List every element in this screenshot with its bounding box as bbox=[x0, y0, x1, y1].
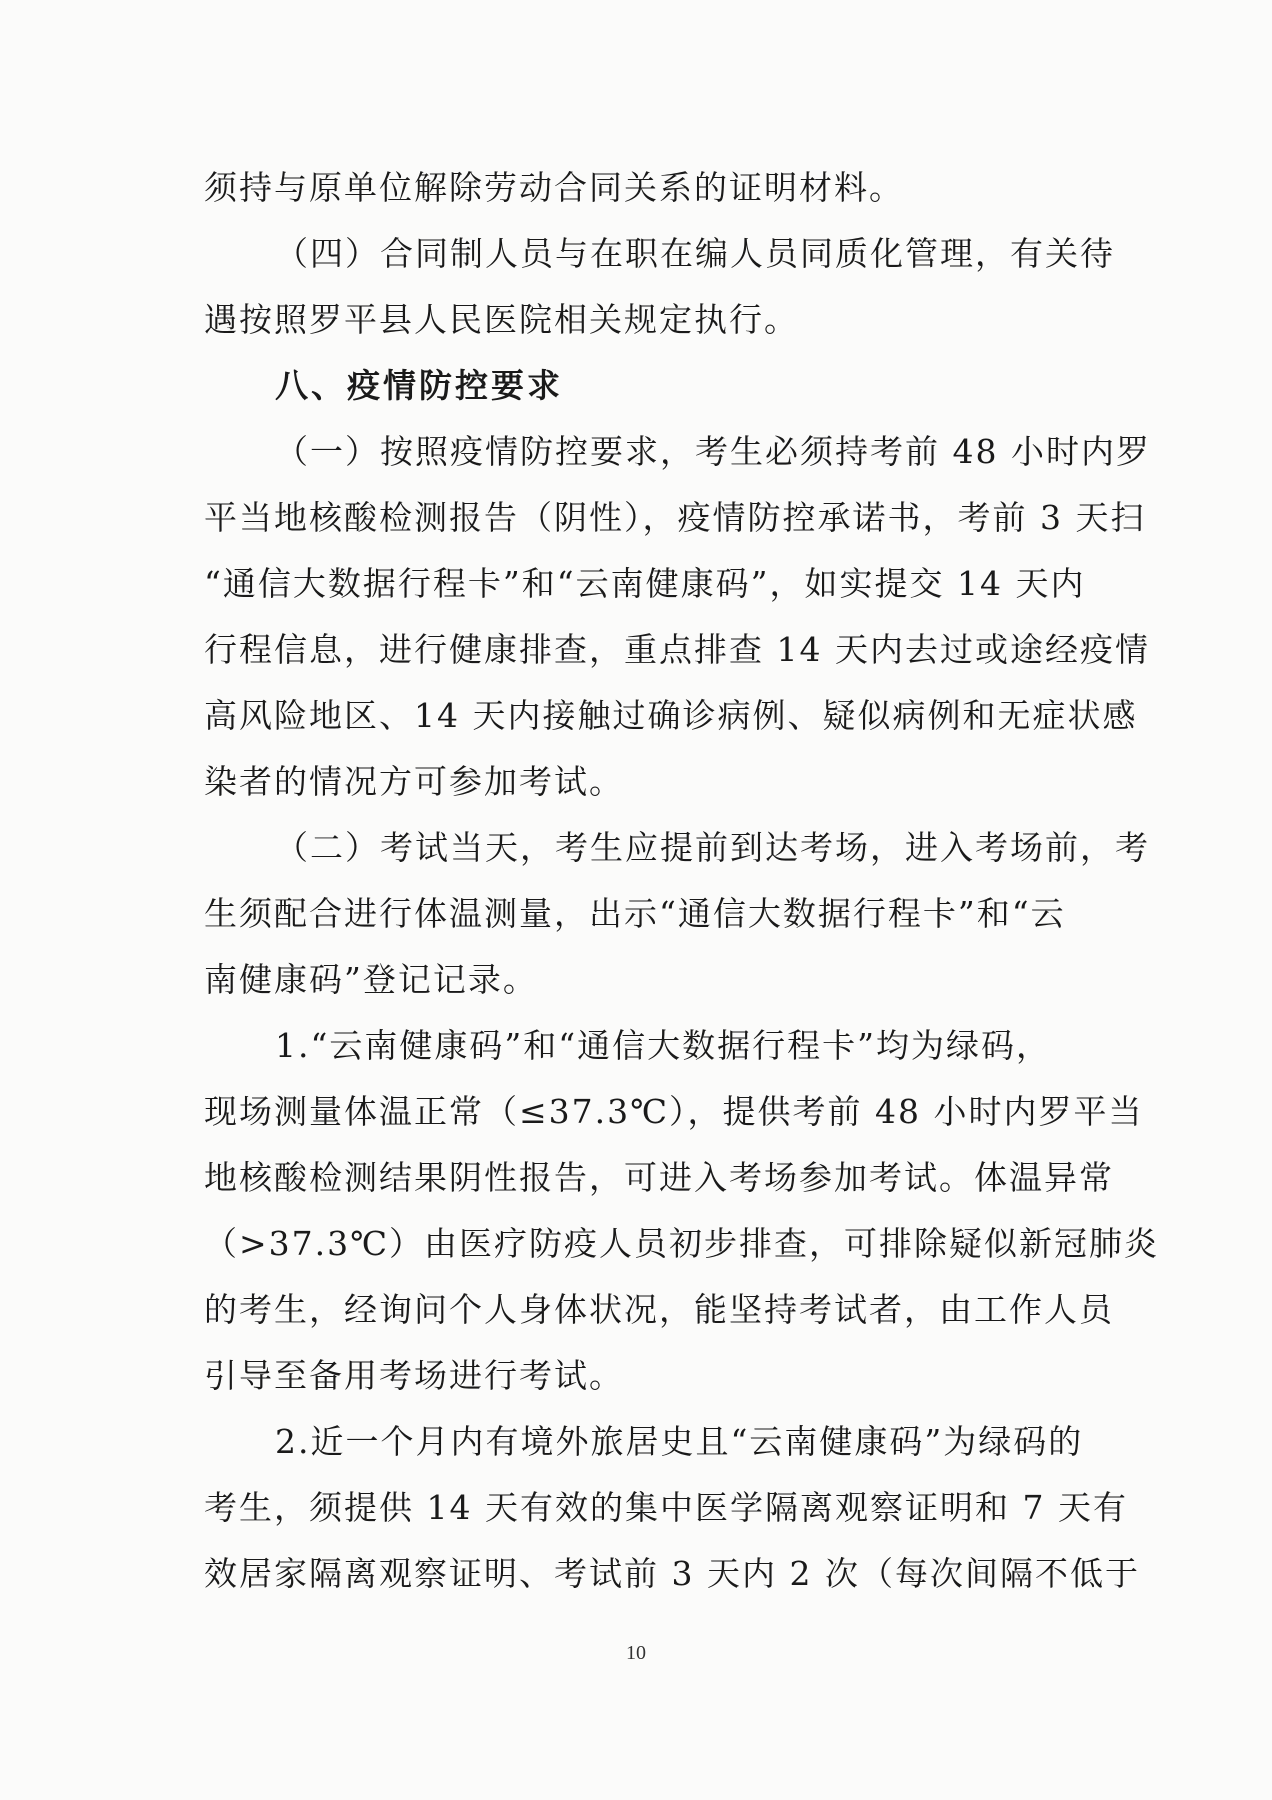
paragraph-line: “通信大数据行程卡”和“云南健康码”，如实提交 14 天内 bbox=[204, 564, 1086, 603]
paragraph-line: 平当地核酸检测报告（阴性），疫情防控承诺书，考前 3 天扫 bbox=[204, 498, 1146, 537]
paragraph-line: 2.近一个月内有境外旅居史且“云南健康码”为绿码的 bbox=[275, 1422, 1084, 1461]
paragraph-line: 须持与原单位解除劳动合同关系的证明材料。 bbox=[204, 168, 904, 207]
paragraph-line: （四）合同制人员与在职在编人员同质化管理，有关待 bbox=[275, 234, 1115, 273]
paragraph-line: 现场测量体温正常（≤37.3℃），提供考前 48 小时内罗平当 bbox=[204, 1092, 1144, 1131]
paragraph-line: 高风险地区、14 天内接触过确诊病例、疑似病例和无症状感 bbox=[204, 696, 1138, 735]
paragraph-line: （>37.3℃）由医疗防疫人员初步排查，可排除疑似新冠肺炎 bbox=[204, 1224, 1160, 1263]
section-heading: 八、疫情防控要求 bbox=[275, 366, 563, 405]
paragraph-line: （二）考试当天，考生应提前到达考场，进入考场前，考 bbox=[275, 828, 1150, 867]
paragraph-line: （一）按照疫情防控要求，考生必须持考前 48 小时内罗 bbox=[275, 432, 1151, 471]
paragraph-line: 行程信息，进行健康排查，重点排查 14 天内去过或途经疫情 bbox=[204, 630, 1150, 669]
paragraph-line: 考生，须提供 14 天有效的集中医学隔离观察证明和 7 天有 bbox=[204, 1488, 1128, 1527]
paragraph-line: 引导至备用考场进行考试。 bbox=[204, 1356, 624, 1395]
paragraph-line: 1.“云南健康码”和“通信大数据行程卡”均为绿码， bbox=[275, 1026, 1051, 1065]
paragraph-line: 生须配合进行体温测量，出示“通信大数据行程卡”和“云 bbox=[204, 894, 1066, 933]
paragraph-line: 效居家隔离观察证明、考试前 3 天内 2 次（每次间隔不低于 bbox=[204, 1554, 1140, 1593]
paragraph-line: 染者的情况方可参加考试。 bbox=[204, 762, 624, 801]
page-number: 10 bbox=[626, 1642, 646, 1664]
paragraph-line: 南健康码”登记记录。 bbox=[204, 960, 538, 999]
paragraph-line: 地核酸检测结果阴性报告，可进入考场参加考试。体温异常 bbox=[204, 1158, 1114, 1197]
paragraph-line: 遇按照罗平县人民医院相关规定执行。 bbox=[204, 300, 799, 339]
paragraph-line: 的考生，经询问个人身体状况，能坚持考试者，由工作人员 bbox=[204, 1290, 1114, 1329]
